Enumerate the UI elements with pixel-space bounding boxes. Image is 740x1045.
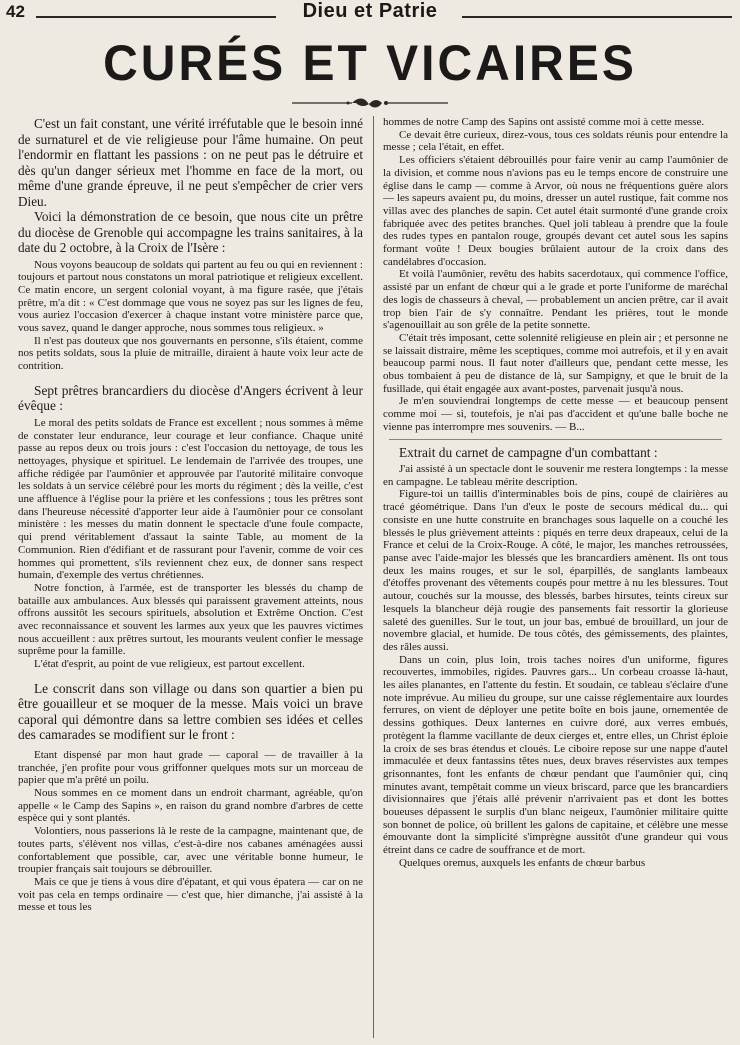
quote-paragraph: Quelques oremus, auxquels les enfants de chœur barbus xyxy=(399,856,646,869)
quote-paragraph: Il n'est pas douteux que nos gouvernants en personne, s'ils étaient, comme nos petits soldats, sous la pluie de mitraille, diraient à haute voix leur acte de contrition. xyxy=(18,334,363,373)
column-divider xyxy=(373,116,374,1038)
quote-paragraph: Dans un coin, plus loin, trois taches noires d'un uniforme, figures recouvertes, immobiles, rigides. Pauvres gars... Un corbeau croasse là-haut, les ailes planantes, en l'attente du festin. Et soudain, ce tableau s'éclaire d'une note imprévue. Au milieu du groupe, sur une caisse réglementaire aux lourdes ferrures, on vient de déployer une petite boîte en bois jaune, ornementée de dessins gothiques. Deux lanternes en cuivre doré, aux verres embués, protègent la flamme vacillante de deux cierges et, entre elles, un Christ éploie la croix de ses bras étendus et cloués. Le ciboire repose sur une nappe d'autel immaculée et deux fantassins têtes nues, deux braves réservistes aux tempes grisonnantes, font les enfants de chœur pendant que l'aumônier qui, cinq minutes avant, tempêtait comme un vieux briscard, parce que les brancardiers divisionnaires que j'étais allé prévenir n'arrivaient pas et dont les bottes boueuses dépassent le surplis d'un blanc neigeux, l'aumônier militaire quitte son bonnet de police, où brillent les galons de capitaine, et célèbre une messe émouvante dont la simplicité s'imprègne aussitôt d'une grandeur qui vous étreint dans ce cadre de souffrance et de mort. xyxy=(383,653,728,857)
quote-paragraph: Et voilà l'aumônier, revêtu des habits sacerdotaux, qui commence l'office, assisté par un enfant de chœur qui a le grade et porte l'uniforme de maréchal des logis de chasseurs à cheval, — probablement un ancien prêtre, car il avait trop bien l'air de s'y connaître. Pendant les prières, tout le monde s'agenouillait au son grêle de la petite sonnette. xyxy=(383,268,728,332)
quote-paragraph: L'état d'esprit, au point de vue religieux, est partout excellent. xyxy=(34,658,305,671)
quote-paragraph: Volontiers, nous passerions là le reste de la campagne, maintenant que, de toutes parts, s'élèvent nos villas, c'est-à-dire nos cabanes aménagées aussi confortablement que possible, car, avec une véritable bonne humeur, le troupier français sait toujours se débrouiller. xyxy=(18,825,363,876)
quote-paragraph: Mais ce que je tiens à vous dire d'épatant, et qui vous épatera — car on ne voit pas cela en temps ordinaire — c'est que, hier dimanche, j'ai assisté à la messe et tous les xyxy=(18,875,363,914)
quote-paragraph: Notre fonction, à l'armée, est de transporter les blessés du champ de bataille aux ambulances. Aux blessés qui paraissent gravement atteints, nous offrons aussitôt les secours spirituels, absolution et Extrême Onction. C'est avec reconnaissance et souvent les larmes aux yeux que les pauvres victimes nous accueillent : aux prêtres surtout, les mourants veulent confier le message suprême pour la famille. xyxy=(18,581,363,658)
article-title: CURÉS ET VICAIRES xyxy=(103,35,637,92)
intro-paragraph-2: Voici la démonstration de ce besoin, que nous cite un prêtre du diocèse de Grenoble qui accompagne les trains sanitaires, à la date du 2 octobre, à la Croix de l'Isère : xyxy=(18,209,363,255)
right-column xyxy=(383,116,728,1040)
section-lead: Le conscrit dans son village ou dans son quartier a bien pu être gouailleur et se moquer de la messe. Mais voici un brave caporal qui démontre dans sa lettre combien ses idées et celles des camarades se modifient sur le front : xyxy=(18,680,363,743)
section-lead: Extrait du carnet de campagne d'un combattant : xyxy=(399,444,658,460)
header-rule-left xyxy=(36,16,276,18)
quote-paragraph: Nous sommes en ce moment dans un endroit charmant, agréable, qu'on appelle « le Camp des Sapins », en raison du grand nombre d'arbres de cette espèce qui y sont plantés. xyxy=(18,787,363,825)
section-lead: Sept prêtres brancardiers du diocèse d'Angers écrivent à leur évêque : xyxy=(18,382,363,414)
quote-paragraph: Je m'en souviendrai longtemps de cette messe — et beaucoup pensent comme moi — si, toutefois, je n'ai pas d'accident et qu'une balle boche ne vienne pas interrompre mes souvenirs. — B... xyxy=(383,395,728,433)
quote-paragraph: hommes de notre Camp des Sapins ont assisté comme moi à cette messe. xyxy=(383,116,705,128)
quote-paragraph: Figure-toi un taillis d'interminables bois de pins, coupé de clairières au tracé géométrique. Dans l'un d'eux le poste de secours médical du... qui consiste en une hutte construite en branchages sous laquelle on a couché les blessés le plus grièvement atteints : piqués en terre deux drapeaux, celui de la France et celui de la Croix-Rouge. A côté, le major, les manches retroussées, panse avec l'aide-major les blessés que les brancardiers amènent. Ils ont tous deux les mains rouges, et sur le sol, éparpillés, de sanglants lambeaux d'étoffes provenant des vêtements coupés pour mettre à nu les blessures. Tout autour, couchés sur la mousse, des blessés, barbes hirsutes, teints cireux sur lesquels la blancheur déjà rougie des pansements fait ressortir la glorieuse saleté des guenilles. Sur le tout, un jour bas, embué de brouillard, un jour de novembre glacial, et humide. De tous côtés, des gémissements, des plaintes, des râles aussi. xyxy=(383,488,728,653)
quote-paragraph: Les officiers s'étaient débrouillés pour faire venir au camp l'aumônier de la division, et comme nous n'avions pas eu le temps encore de construire une église dans le camp — comme à Arvor, où nous ne fréquentions guère alors — les sapeurs avaient pu, du moins, dresser un autel rustique, fait comme nos villas avec des planches de sapin. Cet autel était surmonté d'une grande croix fabriquée avec des petites branches. Quel joli tableau à prendre que la foule des rudes types en pantalon rouge, groupés devant cet autel sous les sapins formant voûte ! Deux bougies brûlaient autour de la croix dans des candélabres d'occasion. xyxy=(383,154,728,268)
quote-paragraph: Le moral des petits soldats de France est excellent ; nous sommes à même de constater leur endurance, leur courage et leur confiance. Chaque unité passe au repos deux ou trois jours : c'est l'occasion du nettoyage, de tous les nettoyages, physique et spirituel. Le lendemain de l'arrivée des troupes, une affiche rédigée par l'aumônier et approuvée par l'autorité militaire convoque les soldats à un service célébré pour les morts du régiment ; dès la veille, c'est une affluence à l'église pour la prière et les confessions ; tous les prêtres sont dans l'heureuse nécessité d'apporter leur aide à l'aumônier pour ce consolant ministère : les messes du matin donnent le spectacle d'une foule compacte, qui prend véritablement d'assaut la sainte Table, au moment de la Communion. Rien d'édifiant et de rassurant pour l'avenir, comme de voir ces hommes qui promettent, s'ils reviennent chez eux, de donner sans respect humain, d'exemple des vertus chrétiennes. xyxy=(18,416,363,582)
page-header xyxy=(0,0,740,34)
header-rule-right xyxy=(462,16,732,18)
journal-title: Dieu et Patrie xyxy=(302,0,438,22)
quote-paragraph: Etant dispensé par mon haut grade — caporal — de travailler à la tranchée, j'en profite pour vous griffonner quelques mots sur un morceau de papier que m'a prêté un poilu. xyxy=(18,748,363,787)
intro-paragraph: C'est un fait constant, une vérité irréfutable que le besoin inné de surnaturel et de vie religieuse pour l'âme humaine. On peut l'endormir en flattant les passions : on ne peut pas le détruire et dès qu'un danger sérieux met l'homme en face de la mort, ou même d'une grande épreuve, il ne peut s'empêcher de crier vers Dieu. xyxy=(18,116,363,209)
quote-paragraph: Nous voyons beaucoup de soldats qui partent au feu ou qui en reviennent : toujours et partout nous constatons un moral patriotique et religieux excellent. Ce matin encore, un sergent colonial voyant, à ma figure rasée, que j'étais prêtre, m'a dit : « C'est dommage que vous ne soyez pas sur les lignes de feu, vous auriez l'occasion d'exercer à chaque instant votre ministère parce que, vous savez, quand le danger approche, nous sommes tous religieux. » xyxy=(18,258,363,335)
section-separator xyxy=(389,439,722,440)
page-number: 42 xyxy=(6,2,25,21)
quote-paragraph: J'ai assisté à un spectacle dont le souvenir me restera longtemps : la messe en campagne. Le tableau mérite description. xyxy=(383,463,728,488)
left-column xyxy=(18,116,363,1040)
title-ornament xyxy=(290,96,450,110)
quote-paragraph: Ce devait être curieux, direz-vous, tous ces soldats réunis pour entendre la messe ; cela l'était, en effet. xyxy=(383,128,728,154)
quote-paragraph: C'était très imposant, cette solennité religieuse en plein air ; et personne ne se laissait distraire, même les sceptiques, comme moi autrefois, et il y en avait beaucoup parmi nous. Il faut noter d'ailleurs que, pendant cette messe, les obus tombaient à peu de distance de là, sur Sampigny, et que le bruit de la fusillade, qui était engagée aux avant-postes, parvenait jusqu'à nous. xyxy=(383,331,728,395)
